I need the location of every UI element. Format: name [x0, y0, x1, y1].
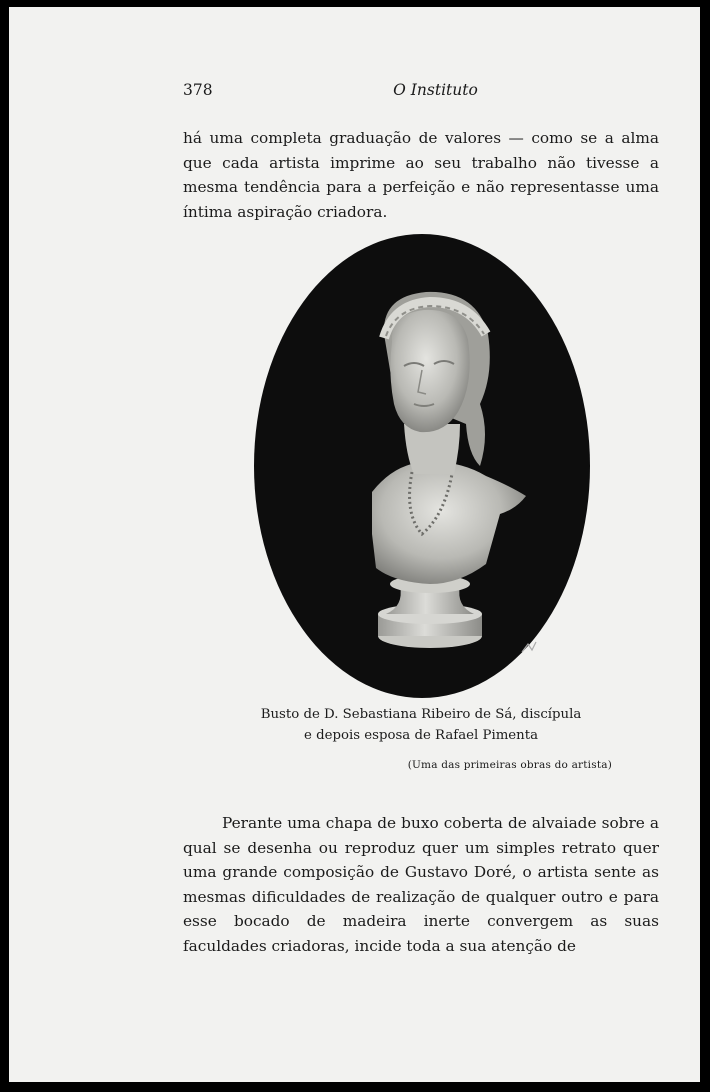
bust-illustration [254, 234, 590, 699]
running-title: O Instituto [393, 81, 478, 99]
book-page [9, 7, 700, 1082]
caption-note: (Uma das primeiras obras do artista) [407, 759, 612, 771]
caption-line-2: e depois esposa de Rafael Pimenta [303, 728, 539, 743]
paragraph-bottom: Perante uma chapa de buxo coberta de alvaiade sobre a qual se desenha ou reproduz quer um simples retrato quer uma grande composição de Gustavo Doré, o artista sente as mesmas dificuldades de realização de qualquer outro e para esse bocado de madeira inerte convergem as suas faculdades criadoras, incide toda a sua atenção de [183, 814, 659, 955]
caption-line-1: Busto de D. Sebastiana Ribeiro de Sá, discípula [260, 707, 582, 722]
page-number: 378 [183, 81, 213, 99]
paragraph-top: há uma completa graduação de valores — como se a alma que cada artista imprime ao seu trabalho não tivesse a mesma tendência para a perfeição e não representasse uma íntima aspiração criadora. [183, 129, 659, 221]
page-header [183, 81, 668, 105]
bust-photograph [254, 234, 590, 699]
